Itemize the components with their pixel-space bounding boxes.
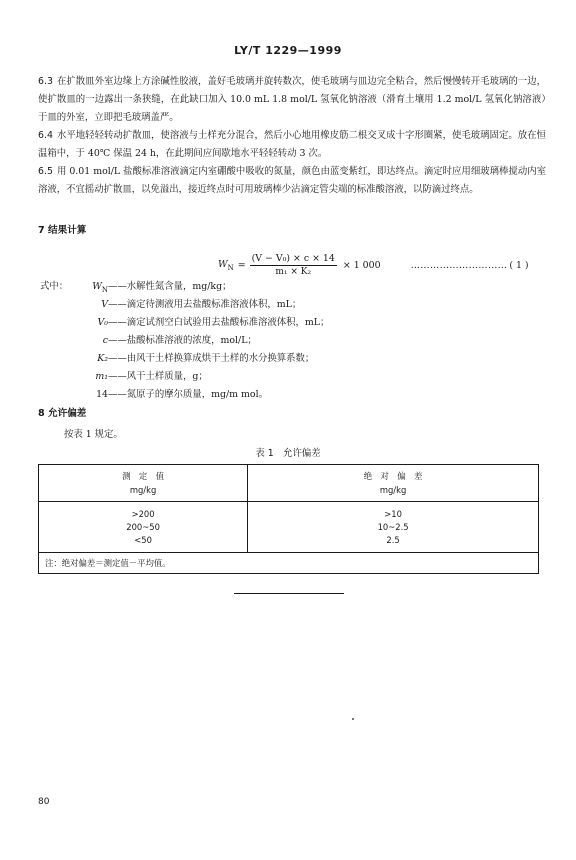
definition-text: ——水解性氮含量，mg/kg； <box>108 281 232 292</box>
formula-lhs: $W_N$ <box>218 258 234 272</box>
table-caption: 表 1 允许偏差 <box>255 448 321 459</box>
clause-number: 6.4 <box>38 130 53 141</box>
definition-row <box>40 386 540 404</box>
table-header-cell <box>248 465 539 502</box>
clause-number: 6.3 <box>38 76 53 87</box>
table-cell: 200~50 <box>39 521 248 534</box>
table-header-cell <box>39 465 248 502</box>
table-note: 注：绝对偏差＝测定值－平均值。 <box>39 553 539 574</box>
definition-symbol: 14 <box>96 389 108 400</box>
table-row <box>39 534 539 553</box>
definition-row <box>40 296 540 314</box>
definition-symbol: V <box>101 299 108 310</box>
definitions-lead: 式中： <box>40 281 69 292</box>
definition-text: ——滴定待测液用去盐酸标准溶液体积，mL； <box>108 299 302 310</box>
clause-text: 在扩散皿外室边缘上方涂碱性胶液，盖好毛玻璃并旋转数次，使毛玻璃与皿边完全粘合，然后慢慢转开毛玻璃的一边，使扩散皿的一边露出一条狭缝，在此缺口加入 10.0 mL 1.8 mol/L 氢氧化钠溶液（滑育土壤用 1.2 mol/L 氢氧化钠溶液）于皿的外室，立即把毛玻璃盖严。 <box>38 76 546 123</box>
clause-number: 6.5 <box>38 166 53 177</box>
paragraph-6-4 <box>38 127 546 163</box>
page-number: 80 <box>38 797 50 807</box>
table-row <box>39 521 539 534</box>
formula-multiplier: × 1 000 <box>342 259 381 271</box>
definition-symbol: V₀ <box>97 317 108 328</box>
definition-row <box>40 350 540 368</box>
section-7-heading: 7 结果计算 <box>38 225 87 236</box>
definition-symbol: $W_N$ <box>92 281 108 294</box>
formula-denominator: m₁ × K₂ <box>275 267 312 277</box>
clause-text: 水平地轻轻转动扩散皿，使溶液与土样充分混合，然后小心地用橡皮筋二根交叉成十字形圈紧，使毛玻璃固定。放在恒温箱中，于 40℃ 保温 24 h，在此期间应间歇地水平轻轻转动 3 次。 <box>38 130 546 159</box>
definition-symbol: K₂ <box>97 353 108 364</box>
definition-symbol: c <box>102 335 108 346</box>
absolute-deviation-unit: mg/kg <box>379 485 407 495</box>
scan-speck <box>352 718 354 720</box>
formula-fraction <box>250 253 337 277</box>
definition-row <box>40 278 540 296</box>
measured-value-header: 测 定 值 <box>122 471 164 481</box>
result-formula <box>218 248 548 282</box>
formula-equals: = <box>237 259 246 271</box>
formula-numerator: (V − V₀) × c × 14 <box>251 253 335 264</box>
definition-text: ——盐酸标准溶液的浓度，mol/L； <box>108 335 257 346</box>
definition-text: ——滴定试剂空白试验用去盐酸标准溶液体积，mL； <box>108 317 330 328</box>
formula-leader-dots: ………………………… <box>410 259 508 271</box>
paragraph-6-3 <box>38 73 546 127</box>
table-cell: 2.5 <box>386 535 400 545</box>
section-8-intro: 按表 1 规定。 <box>64 429 123 440</box>
deviation-table <box>38 464 539 574</box>
standard-code-header: LY/T 1229—1999 <box>234 44 342 57</box>
table-header-row <box>39 465 539 502</box>
definition-text: ——由风干土样换算成烘干土样的水分换算系数； <box>108 353 315 364</box>
definition-text: ——氮原子的摩尔质量，mg/m mol。 <box>108 389 268 400</box>
definition-row <box>40 368 540 386</box>
definition-text: ——风干土样质量，g； <box>108 371 208 382</box>
definition-row <box>40 332 540 350</box>
definition-symbol: m₁ <box>95 371 108 382</box>
section-8-heading: 8 允许偏差 <box>38 408 87 419</box>
measured-value-unit: mg/kg <box>129 485 157 495</box>
equation-number: ( 1 ) <box>509 259 529 271</box>
table-row <box>39 502 539 522</box>
table-cell: >10 <box>384 509 402 519</box>
absolute-deviation-header: 绝 对 偏 差 <box>363 471 423 481</box>
table-cell: >200 <box>39 502 248 522</box>
clause-text: 用 0.01 mol/L 盐酸标准溶液滴定内室硼酸中吸收的氮量，颜色由蓝变紫红，即达终点。滴定时应用细玻璃棒搅动内室溶液，不宜摇动扩散皿，以免溢出，接近终点时可用玻璃棒少沾滴定管尖端的标准酸溶液，以防滴过终点。 <box>38 166 546 195</box>
variable-definitions <box>40 278 540 404</box>
table-cell: <50 <box>39 534 248 553</box>
definition-row <box>40 314 540 332</box>
end-of-standard-rule <box>234 593 344 594</box>
table-note-row <box>39 553 539 574</box>
paragraph-6-5 <box>38 163 546 199</box>
table-cell: 10~2.5 <box>377 522 409 532</box>
